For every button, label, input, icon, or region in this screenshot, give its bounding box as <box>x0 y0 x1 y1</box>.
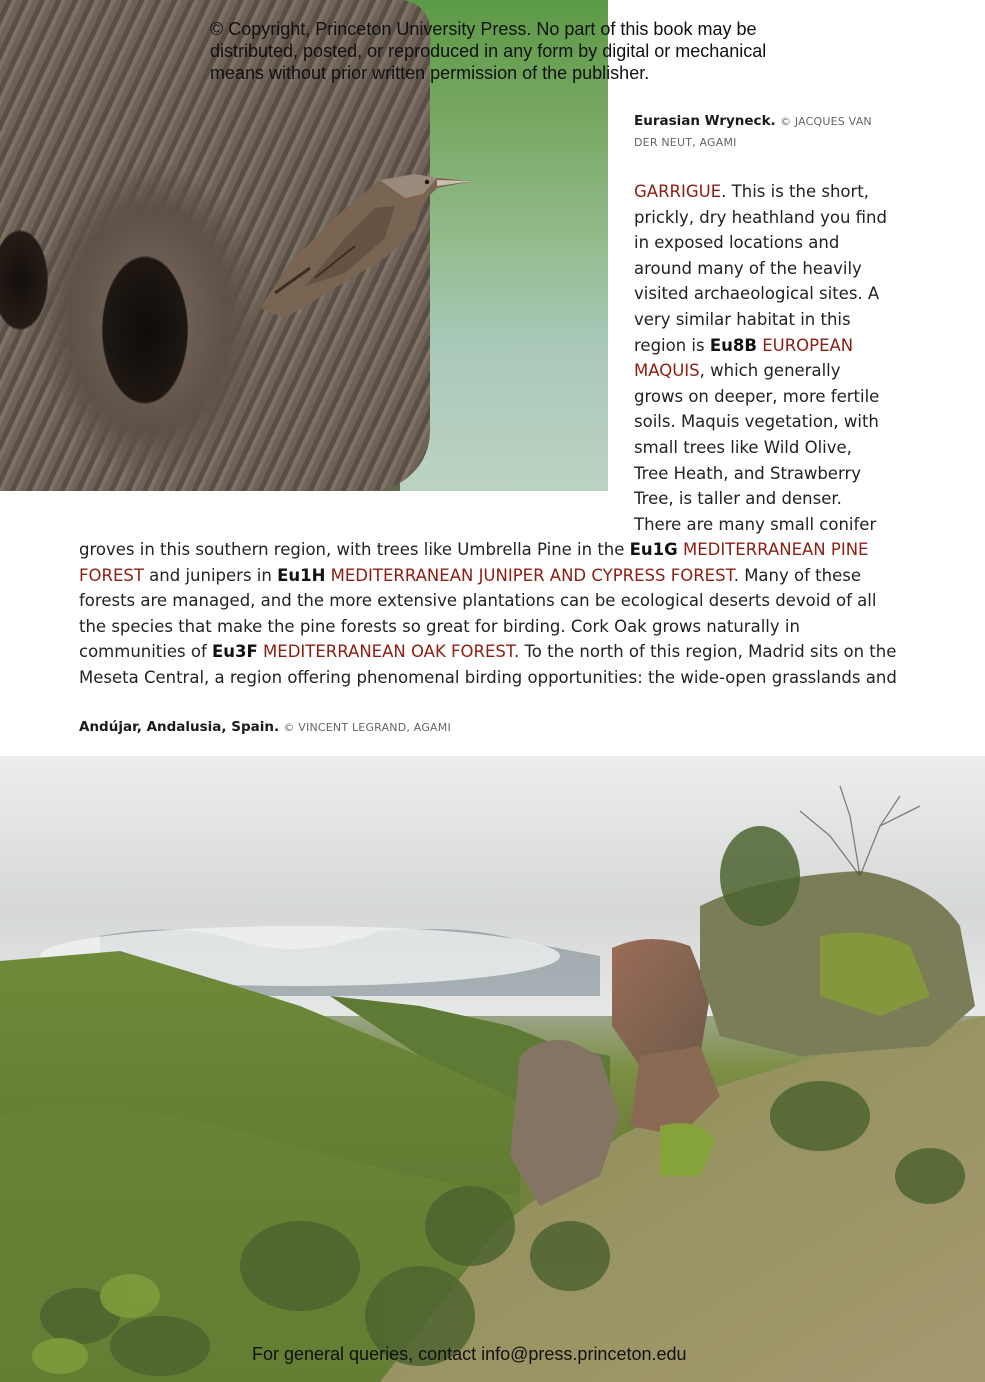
habitat-link-mediterranean-pine-forest[interactable]: MEDITERRANEAN PINE FOREST <box>79 540 869 585</box>
watermark-line: distributed, posted, or reproduced in any form by digital or mechanical <box>210 41 767 61</box>
copyright-watermark <box>210 18 790 84</box>
contact-footer-note: For general queries, contact info@press.princeton.edu <box>252 1344 687 1364</box>
watermark-line: © Copyright, Princeton University Press. No part of this book may be <box>210 19 757 39</box>
body-text: , which generally grows on deeper, more fertile soils. Maquis vegetation, with small trees like Wild Olive, Tree Heath, and Strawberry Tree, is taller and denser. There are many small conifer <box>634 361 880 534</box>
habitat-link-garrigue[interactable]: GARRIGUE <box>634 182 722 201</box>
body-text: . This is the short, prickly, dry heathland you find in exposed locations and around many of the heavily visited archaeological sites. A very similar habitat in this region is <box>634 182 887 355</box>
body-text-wide <box>79 537 899 691</box>
caption-title: Andújar, Andalusia, Spain. <box>79 719 280 735</box>
body-text: . Many of these forests are managed, and the more extensive plantations can be ecological deserts devoid of all the species that make the pine forests so great for birding. Cork Oak grows naturally in communities of <box>79 565 877 662</box>
body-text: groves in this southern region, with trees like Umbrella Pine in the <box>79 540 630 559</box>
paragraph-continued <box>79 537 899 691</box>
caption-title: Eurasian Wryneck. <box>634 113 776 129</box>
habitat-link-european-maquis[interactable]: EUROPEAN MAQUIS <box>634 335 854 381</box>
habitat-code: Eu3F <box>212 642 258 662</box>
habitat-code: Eu8B <box>709 335 757 355</box>
landscape-illustration <box>0 756 985 1382</box>
habitat-code: Eu1G <box>629 540 678 559</box>
caption-credit: © VINCENT LEGRAND, AGAMI <box>283 721 451 734</box>
body-text: . To the north of this region, Madrid sits on the Meseta Central, a region offering phenomenal birding opportunities: the wide-open grasslands and <box>79 642 897 687</box>
body-text: and junipers in <box>143 565 278 585</box>
habitat-link-mediterranean-oak-forest[interactable]: MEDITERRANEAN OAK FOREST <box>263 642 514 662</box>
caption-credit: © JACQUES VAN DER NEUT, AGAMI <box>634 115 872 149</box>
andujar-landscape-photo <box>0 756 985 1382</box>
wryneck-bird-illustration <box>215 168 475 328</box>
habitat-code: Eu1H <box>277 565 326 585</box>
figure-caption-andujar <box>79 717 779 738</box>
paragraph-garrigue <box>634 179 889 537</box>
watermark-line: means without prior written permission of the publisher. <box>210 63 650 83</box>
figure-caption-wryneck <box>634 111 884 153</box>
habitat-link-mediterranean-juniper-cypress-forest[interactable]: MEDITERRANEAN JUNIPER AND CYPRESS FOREST <box>330 565 734 585</box>
body-text-column <box>634 179 889 537</box>
